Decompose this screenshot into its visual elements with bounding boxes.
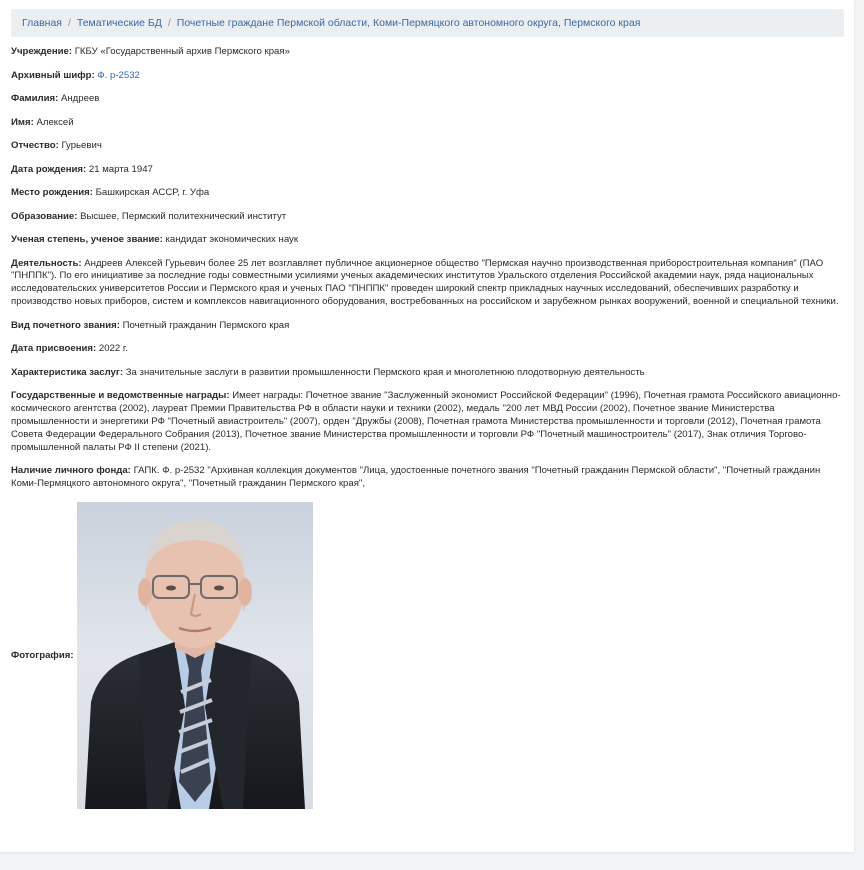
field-patronymic: [11, 140, 843, 153]
field-label: Архивный шифр:: [11, 69, 95, 81]
portrait-photo[interactable]: [77, 502, 313, 809]
field-label: Учреждение:: [11, 46, 73, 57]
field-label: Ученая степень, ученое звание:: [11, 234, 163, 245]
field-title-type: [11, 320, 843, 333]
breadcrumb-honorary-citizens-link[interactable]: Почетные граждане Пермской области, Коми-Пермяцкого автономного округа, Пермского края: [176, 17, 641, 29]
breadcrumb-home-link[interactable]: Главная: [22, 17, 62, 29]
field-value: 2022 г.: [98, 343, 128, 355]
field-birth-date: [11, 164, 843, 177]
field-institution: [11, 46, 843, 59]
field-degree: [11, 234, 843, 247]
breadcrumb-separator: /: [67, 17, 71, 29]
field-value: Алексей: [36, 116, 74, 128]
field-merits: [11, 367, 843, 380]
field-label: Государственные и ведомственные награды:: [11, 390, 230, 402]
field-activity: [11, 258, 843, 310]
field-value: Гурьевич: [61, 140, 102, 151]
field-label: Место рождения:: [11, 187, 93, 198]
field-education: [11, 211, 843, 224]
field-value: ГАПК. Ф. р-2532 "Архивная коллекция документов "Лица, удостоенные почетного звания "Почетный гражданин Пермской области", "Почетный гражданин Коми-Пермяцкого автономного округа", "Почетный гражданин Пермского края",: [11, 465, 821, 490]
field-value: Башкирская АССР, г. Уфа: [95, 187, 210, 198]
field-photo: [11, 502, 843, 812]
breadcrumb: [11, 9, 844, 37]
field-birth-place: [11, 187, 843, 200]
field-value: Имеет награды: Почетное звание "Заслуженный экономист Российской Федерации" (1996), Почетная грамота Российского авиационно-космического агентства (2002), лауреат Премии Правительства РФ в области науки и техники (2002), медаль "200 лет МВД России (2002), Почетное звание Министерства промышленности и энергетики РФ "Почетный авиастроитель" (2007), орден "Дружбы (2008), Почетная грамота Министерства промышленности и торговли (2012), Почетная грамота Совета Федерации Федерального Собрания (2013), Почетное звание Министерства промышленности и торговли РФ "Почетный машиностроитель" (2017), Знак отличия Торгово-промышленной палаты РФ II степени (2021).: [11, 390, 841, 453]
field-label: Образование:: [11, 210, 78, 222]
field-awards: [11, 390, 843, 455]
breadcrumb-thematic-db-link[interactable]: Тематические БД: [76, 17, 162, 29]
breadcrumb-separator: /: [167, 17, 171, 29]
field-value: кандидат экономических наук: [165, 234, 299, 245]
field-value: За значительные заслуги в развитии промышленности Пермского края и многолетнюю плодотворную деятельность: [125, 366, 645, 378]
field-label: Дата присвоения:: [11, 343, 97, 355]
field-personal-fund: [11, 465, 843, 491]
field-label: Наличие личного фонда:: [11, 465, 131, 477]
field-label: Фамилия:: [11, 93, 59, 104]
field-label: Отчество:: [11, 140, 59, 151]
field-value: Андреев Алексей Гурьевич более 25 лет возглавляет публичное акционерное общество "Пермская научно производственная приборостроительная компания" (ПАО "ПНППК"). По его инициативе за последние годы совместными усилиями ученых академических институтов Уральского отделения Российской академии наук, ряда национальных исследовательских университетов России и Пермского края и ученых ПАО "ПНППК" проведен широкий спектр прикладных научных исследований, обеспечивших разработку и производство новых приборов, систем и комплексов навигационного оборудования, востребованных на российском и зарубежном рынках вооружений, военной и специальной техники.: [11, 257, 839, 308]
field-value: ГКБУ «Государственный архив Пермского края»: [74, 46, 290, 57]
field-label: Характеристика заслуг:: [11, 366, 124, 378]
field-surname: [11, 93, 843, 106]
field-value: Почетный гражданин Пермского края: [122, 319, 290, 331]
record-details: [11, 46, 843, 812]
field-value: 21 марта 1947: [88, 163, 153, 175]
field-archive-code: [11, 70, 843, 83]
field-value: Высшее, Пермский политехнический институт: [80, 210, 287, 222]
field-label: Вид почетного звания:: [11, 319, 120, 331]
portrait-illustration: [77, 502, 313, 809]
field-label: Фотография:: [11, 649, 74, 661]
field-award-date: [11, 343, 843, 356]
field-label: Деятельность:: [11, 257, 82, 269]
archive-code-link[interactable]: Ф. р-2532: [97, 69, 140, 81]
field-value: Андреев: [60, 93, 100, 104]
field-label: Имя:: [11, 116, 34, 128]
field-label: Дата рождения:: [11, 163, 87, 175]
field-name: [11, 117, 843, 130]
